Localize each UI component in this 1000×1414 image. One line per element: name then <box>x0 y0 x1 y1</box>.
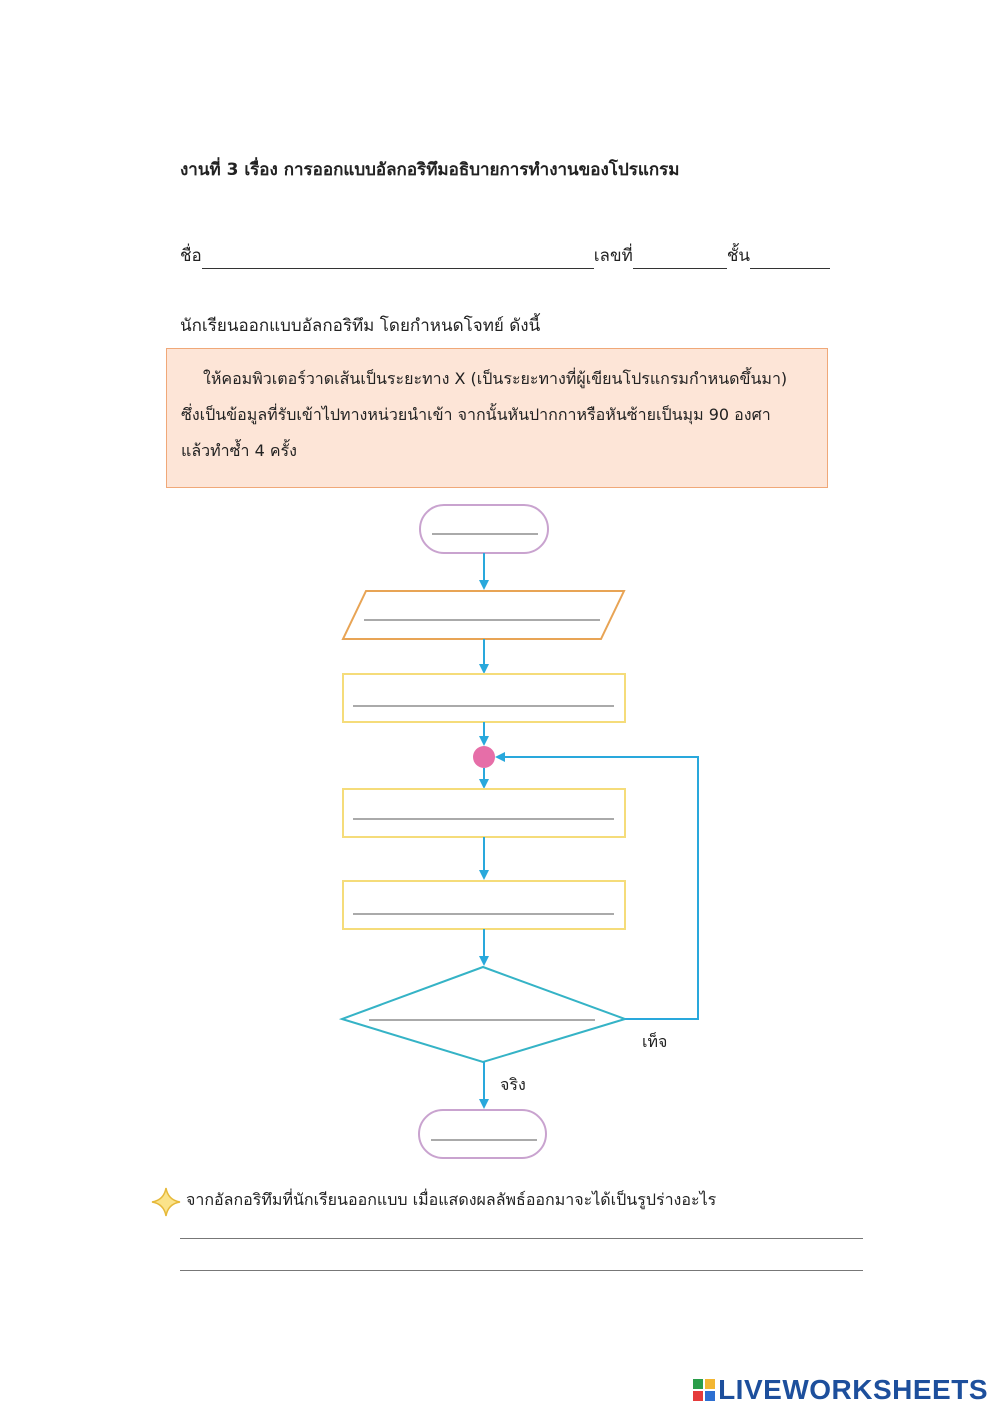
sparkle-icon <box>152 1188 180 1216</box>
logo-text: LIVEWORKSHEETS <box>718 1374 988 1405</box>
loop-connector <box>473 746 495 768</box>
answer-line-1[interactable] <box>180 1214 863 1239</box>
end-answer-field[interactable] <box>433 1118 541 1140</box>
worksheet-title: งานที่ 3 เรื่อง การออกแบบอัลกอริทึมอธิบายการทำงานของโปรแกรม <box>180 160 680 180</box>
process-1-answer-field[interactable] <box>355 684 617 706</box>
process-2-answer-field[interactable] <box>355 797 617 819</box>
false-label: เท็จ <box>642 1032 668 1051</box>
input-answer-field[interactable] <box>368 598 602 620</box>
decision-answer-field[interactable] <box>371 998 597 1020</box>
task-line-3: แล้วทำซ้ำ 4 ครั้ง <box>181 441 297 460</box>
name-label: ชื่อ <box>180 246 202 266</box>
class-label: ชั้น <box>726 246 750 266</box>
liveworksheets-logo <box>693 1374 988 1406</box>
task-line-2: ซึ่งเป็นข้อมูลที่รับเข้าไปทางหน่วยนำเข้า จากนั้นหันปากกาหรือหันซ้ายเป็นมุม 90 องศา <box>181 405 771 424</box>
question-text: จากอัลกอริทึมที่นักเรียนออกแบบ เมื่อแสดงผลลัพธ์ออกมาจะได้เป็นรูปร่างอะไร <box>186 1190 717 1209</box>
start-answer-field[interactable] <box>432 512 542 534</box>
logo-grid-icon <box>693 1379 715 1401</box>
answer-line-2[interactable] <box>180 1246 863 1271</box>
instruction-text: นักเรียนออกแบบอัลกอริทึม โดยกำหนดโจทย์ ดังนี้ <box>180 316 541 336</box>
task-line-1: ให้คอมพิวเตอร์วาดเส้นเป็นระยะทาง X (เป็นระยะทางที่ผู้เขียนโปรแกรมกำหนดขึ้นมา) <box>203 369 788 388</box>
number-label: เลขที่ <box>593 246 633 266</box>
true-label: จริง <box>500 1075 526 1094</box>
process-3-answer-field[interactable] <box>355 892 617 914</box>
